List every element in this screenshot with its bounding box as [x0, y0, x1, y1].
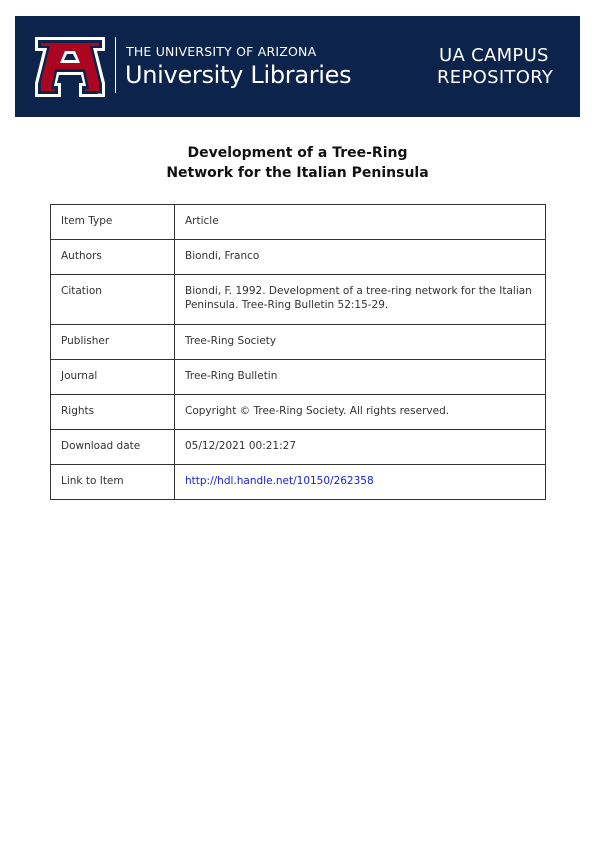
metadata-value: [175, 465, 546, 500]
table-row: [51, 240, 546, 275]
metadata-key: Link to Item: [51, 465, 175, 500]
table-row: [51, 205, 546, 240]
metadata-value: 05/12/2021 00:21:27: [175, 430, 546, 465]
metadata-key: Journal: [51, 360, 175, 395]
banner-divider: [115, 37, 116, 93]
document-title-line1: Development of a Tree-Ring: [187, 145, 408, 161]
table-row: [51, 395, 546, 430]
metadata-value: Tree-Ring Society: [175, 325, 546, 360]
repository-title-line2: REPOSITORY: [437, 67, 554, 88]
table-row: [51, 430, 546, 465]
metadata-table: [50, 204, 546, 500]
header-banner: [15, 16, 580, 117]
svg-text:®: ®: [97, 93, 102, 97]
table-row: [51, 360, 546, 395]
metadata-key: Authors: [51, 240, 175, 275]
metadata-value: Copyright © Tree-Ring Society. All rights reserved.: [175, 395, 546, 430]
item-link[interactable]: http://hdl.handle.net/10150/262358: [185, 475, 374, 487]
document-title-line2: Network for the Italian Peninsula: [166, 165, 429, 181]
document-title: [0, 143, 595, 183]
metadata-value: Biondi, Franco: [175, 240, 546, 275]
metadata-value: Tree-Ring Bulletin: [175, 360, 546, 395]
metadata-value: Biondi, F. 1992. Development of a tree-ring network for the Italian Peninsula. Tree-Ring Bulletin 52:15-29.: [175, 275, 546, 325]
university-name: THE UNIVERSITY OF ARIZONA: [126, 44, 317, 59]
metadata-key: Publisher: [51, 325, 175, 360]
metadata-key: Rights: [51, 395, 175, 430]
metadata-value: Article: [175, 205, 546, 240]
table-row: [51, 325, 546, 360]
table-row: [51, 465, 546, 500]
metadata-key: Item Type: [51, 205, 175, 240]
university-of-arizona-a-logo: [35, 37, 105, 97]
repository-title-line1: UA CAMPUS: [439, 45, 549, 66]
metadata-key: Citation: [51, 275, 175, 325]
table-row: [51, 275, 546, 325]
libraries-name: University Libraries: [125, 61, 352, 89]
metadata-key: Download date: [51, 430, 175, 465]
